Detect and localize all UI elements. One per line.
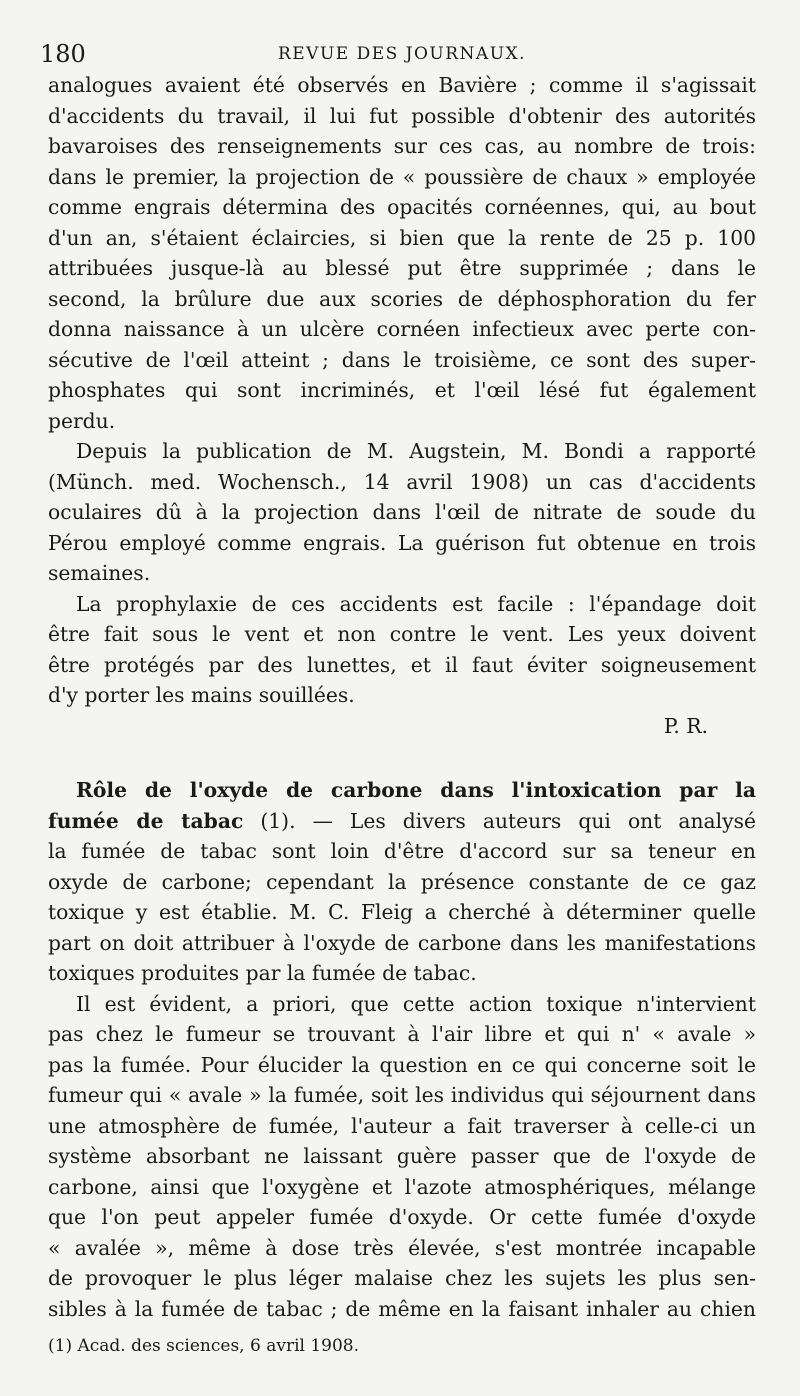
text-line: d'un an, s'étaient éclaircies, si bien que la rente de 25 p. 100	[48, 225, 756, 250]
text-line: bavaroises des renseignements sur ces cas, au nombre de trois:	[48, 134, 756, 158]
text-line: une atmosphère de fumée, l'auteur a fait traverser à celle-ci un	[48, 1113, 756, 1138]
page-number: 180	[40, 40, 86, 68]
footnote: (1) Acad. des sciences, 6 avril 1908.	[48, 1336, 360, 1356]
signature: P. R.	[663, 713, 708, 738]
text-line: Pérou employé comme engrais. La guérison fut obtenue en trois	[48, 530, 756, 555]
paragraph-5	[48, 989, 756, 1325]
paragraph-2	[48, 436, 756, 589]
text-line: sibles à la fumée de tabac ; de même en la faisant inhaler au chien	[48, 1296, 756, 1321]
text-line: système absorbant ne laissant guère passer que de l'oxyde de	[48, 1144, 756, 1168]
text-line: « avalée », même à dose très élevée, s'est montrée incapable	[48, 1235, 756, 1260]
text-line: La prophylaxie de ces accidents est facile : l'épandage doit	[76, 591, 756, 616]
text-line: oxyde de carbone; cependant la présence constante de ce gaz	[48, 869, 756, 894]
text-line: comme engrais détermina des opacités cornéennes, qui, au bout	[48, 195, 756, 219]
text-line: Depuis la publication de M. Augstein, M. Bondi a rapporté	[76, 439, 756, 463]
section-title-cont: fumée de tabac (1). — Les divers auteurs qui ont analysé	[48, 808, 757, 833]
text-line: part on doit attribuer à l'oxyde de carbone dans les manifestations	[48, 930, 756, 955]
text-line: fumeur qui « avale » la fumée, soit les individus qui séjournent dans	[48, 1083, 756, 1107]
paragraph-3	[48, 589, 756, 742]
text-line: toxique y est établie. M. C. Fleig a cherché à déterminer quelle	[48, 900, 756, 924]
text-line: perdu.	[48, 408, 116, 433]
section-title: Rôle de l'oxyde de carbone dans l'intoxication par la	[76, 778, 756, 802]
text-line: semaines.	[48, 561, 151, 585]
text-line: attribuées jusque-là au blessé put être supprimée ; dans le	[48, 256, 756, 280]
text-line: carbone, ainsi que l'oxygène et l'azote atmosphériques, mélange	[48, 1174, 756, 1199]
text-line: dans le premier, la projection de « poussière de chaux » employée	[48, 164, 756, 189]
running-header	[40, 40, 756, 70]
running-title: REVUE DES JOURNAUX.	[277, 44, 527, 64]
text-line: (Münch. med. Wochensch., 14 avril 1908) un cas d'accidents	[48, 469, 756, 494]
text-line: second, la brûlure due aux scories de déphosphoration du fer	[48, 286, 756, 311]
text-line: sécutive de l'œil atteint ; dans le troisième, ce sont des super-	[48, 347, 756, 372]
text-line: pas la fumée. Pour élucider la question en ce qui concerne soit le	[48, 1052, 756, 1077]
text-line: phosphates qui sont incriminés, et l'œil lésé fut également	[48, 378, 756, 402]
text-line: toxiques produites par la fumée de tabac.	[48, 961, 477, 985]
text-line: être fait sous le vent et non contre le vent. Les yeux doivent	[48, 622, 756, 646]
section-tobacco	[48, 775, 756, 989]
text-line: pas chez le fumeur se trouvant à l'air libre et qui n' « avale »	[48, 1022, 756, 1046]
text-line: que l'on peut appeler fumée d'oxyde. Or cette fumée d'oxyde	[48, 1205, 756, 1229]
text-line: analogues avaient été observés en Bavière ; comme il s'agissait	[48, 73, 756, 97]
text-line: la fumée de tabac sont loin d'être d'accord sur sa teneur en	[48, 839, 756, 863]
text-line: Il est évident, a priori, que cette action toxique n'intervient	[76, 991, 756, 1016]
text-line: être protégés par des lunettes, et il faut éviter soigneusement	[48, 652, 756, 677]
paragraph-1	[48, 70, 756, 436]
text-line: d'y porter les mains souillées.	[48, 683, 355, 707]
text-line: d'accidents du travail, il lui fut possible d'obtenir des autorités	[48, 103, 756, 128]
text-line: de provoquer le plus léger malaise chez les sujets les plus sen-	[48, 1266, 756, 1290]
text-line: oculaires dû à la projection dans l'œil de nitrate de soude du	[48, 500, 756, 524]
page	[40, 40, 757, 1324]
text-line: donna naissance à un ulcère cornéen infectieux avec perte con-	[48, 317, 756, 341]
